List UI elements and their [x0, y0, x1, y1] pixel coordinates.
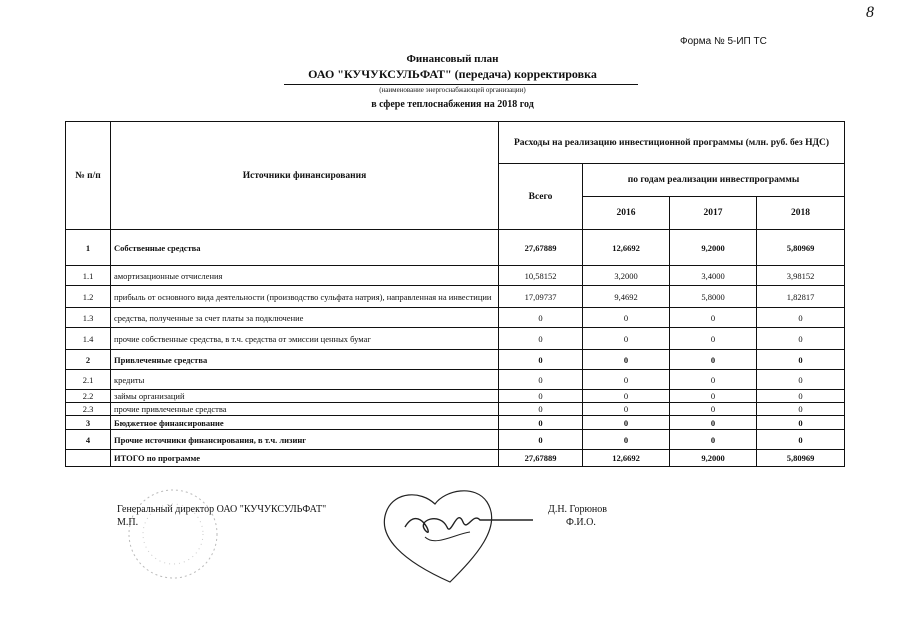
- table-row: [66, 286, 845, 308]
- row-value-2017: 0: [670, 308, 757, 328]
- row-total: 17,09737: [499, 286, 583, 308]
- row-value-2018: 5,80969: [757, 230, 845, 266]
- row-value-2018: 0: [757, 370, 845, 390]
- row-number: 1.3: [66, 308, 111, 328]
- row-source-name: займы организаций: [111, 390, 499, 403]
- signer-name: Д.Н. Горюнов: [548, 504, 607, 515]
- row-total: 10,58152: [499, 266, 583, 286]
- row-number: 2.2: [66, 390, 111, 403]
- row-value-2018: 5,80969: [757, 450, 845, 467]
- year-header-2016: 2016: [583, 197, 670, 230]
- col-expenses-header: Расходы на реализацию инвестиционной программы (млн. руб. без НДС): [499, 122, 845, 164]
- row-source-name: амортизационные отчисления: [111, 266, 499, 286]
- row-total: 0: [499, 403, 583, 416]
- row-value-2016: 0: [583, 350, 670, 370]
- row-total: 27,67889: [499, 230, 583, 266]
- table-row: [66, 266, 845, 286]
- row-value-2017: 0: [670, 328, 757, 350]
- row-total: 0: [499, 416, 583, 430]
- row-value-2016: 9,4692: [583, 286, 670, 308]
- director-position: Генеральный директор ОАО "КУЧУКСУЛЬФАТ": [117, 504, 327, 515]
- row-number: 2.1: [66, 370, 111, 390]
- document-subtitle: в сфере теплоснабжения на 2018 год: [371, 99, 534, 110]
- row-value-2016: 12,6692: [583, 450, 670, 467]
- row-value-2017: 0: [670, 416, 757, 430]
- organization-note: (наименование энергоснабжающей организации): [379, 86, 526, 94]
- row-number: [66, 450, 111, 467]
- form-label: Форма № 5-ИП ТС: [680, 36, 767, 47]
- row-source-name: прибыль от основного вида деятельности (производство сульфата натрия), направленная на инвестиции: [111, 286, 499, 308]
- row-source-name: Собственные средства: [111, 230, 499, 266]
- stamp-place-label: М.П.: [117, 517, 139, 528]
- financing-table: [65, 121, 845, 467]
- row-number: 2.3: [66, 403, 111, 416]
- row-total: 0: [499, 430, 583, 450]
- row-source-name: Бюджетное финансирование: [111, 416, 499, 430]
- col-number-header: № п/п: [66, 122, 111, 230]
- year-header-2018: 2018: [757, 197, 845, 230]
- table-row: [66, 390, 845, 403]
- table-row: [66, 416, 845, 430]
- table-row: [66, 350, 845, 370]
- table-row: [66, 430, 845, 450]
- row-total: 27,67889: [499, 450, 583, 467]
- row-value-2017: 0: [670, 350, 757, 370]
- year-header-2017: 2017: [670, 197, 757, 230]
- row-total: 0: [499, 350, 583, 370]
- row-number: 1.1: [66, 266, 111, 286]
- row-total: 0: [499, 390, 583, 403]
- row-value-2016: 0: [583, 430, 670, 450]
- row-total: 0: [499, 370, 583, 390]
- row-value-2016: 3,2000: [583, 266, 670, 286]
- row-number: 4: [66, 430, 111, 450]
- row-value-2018: 0: [757, 403, 845, 416]
- row-value-2016: 0: [583, 370, 670, 390]
- row-value-2018: 0: [757, 390, 845, 403]
- row-value-2016: 0: [583, 416, 670, 430]
- row-value-2017: 9,2000: [670, 450, 757, 467]
- row-source-name: ИТОГО по программе: [111, 450, 499, 467]
- table-row: [66, 328, 845, 350]
- row-number: 1.2: [66, 286, 111, 308]
- table-row: [66, 308, 845, 328]
- row-number: 1: [66, 230, 111, 266]
- row-number: 1.4: [66, 328, 111, 350]
- document-title: Финансовый план: [406, 53, 499, 65]
- row-value-2017: 5,8000: [670, 286, 757, 308]
- title-underline: [284, 84, 638, 85]
- col-years-header: по годам реализации инвестпрограммы: [583, 164, 845, 197]
- row-value-2016: 0: [583, 308, 670, 328]
- row-value-2017: 0: [670, 390, 757, 403]
- row-value-2016: 0: [583, 328, 670, 350]
- col-total-header: Всего: [499, 164, 583, 230]
- row-number: 3: [66, 416, 111, 430]
- row-value-2016: 0: [583, 403, 670, 416]
- row-value-2018: 1,82817: [757, 286, 845, 308]
- row-value-2017: 9,2000: [670, 230, 757, 266]
- row-value-2017: 0: [670, 430, 757, 450]
- row-total: 0: [499, 328, 583, 350]
- row-source-name: Привлеченные средства: [111, 350, 499, 370]
- page-number: 8: [866, 4, 874, 21]
- table-row: [66, 450, 845, 467]
- row-value-2017: 0: [670, 370, 757, 390]
- row-source-name: Прочие источники финансирования, в т.ч. лизинг: [111, 430, 499, 450]
- row-value-2018: 3,98152: [757, 266, 845, 286]
- row-value-2016: 12,6692: [583, 230, 670, 266]
- row-source-name: средства, полученные за счет платы за подключение: [111, 308, 499, 328]
- row-source-name: прочие привлеченные средства: [111, 403, 499, 416]
- col-source-header: Источники финансирования: [111, 122, 499, 230]
- table-row: [66, 230, 845, 266]
- fio-label: Ф.И.О.: [566, 517, 596, 528]
- row-value-2018: 0: [757, 430, 845, 450]
- stamp-seal: [118, 482, 238, 582]
- row-value-2018: 0: [757, 328, 845, 350]
- table-row: [66, 403, 845, 416]
- row-total: 0: [499, 308, 583, 328]
- row-source-name: кредиты: [111, 370, 499, 390]
- organization-title: ОАО "КУЧУКСУЛЬФАТ" (передача) корректировка: [308, 67, 597, 81]
- row-value-2017: 3,4000: [670, 266, 757, 286]
- row-value-2018: 0: [757, 416, 845, 430]
- row-value-2018: 0: [757, 308, 845, 328]
- row-source-name: прочие собственные средства, в т.ч. средства от эмиссии ценных бумаг: [111, 328, 499, 350]
- row-number: 2: [66, 350, 111, 370]
- signature-image: [365, 482, 535, 587]
- row-value-2017: 0: [670, 403, 757, 416]
- row-value-2018: 0: [757, 350, 845, 370]
- table-row: [66, 370, 845, 390]
- row-value-2016: 0: [583, 390, 670, 403]
